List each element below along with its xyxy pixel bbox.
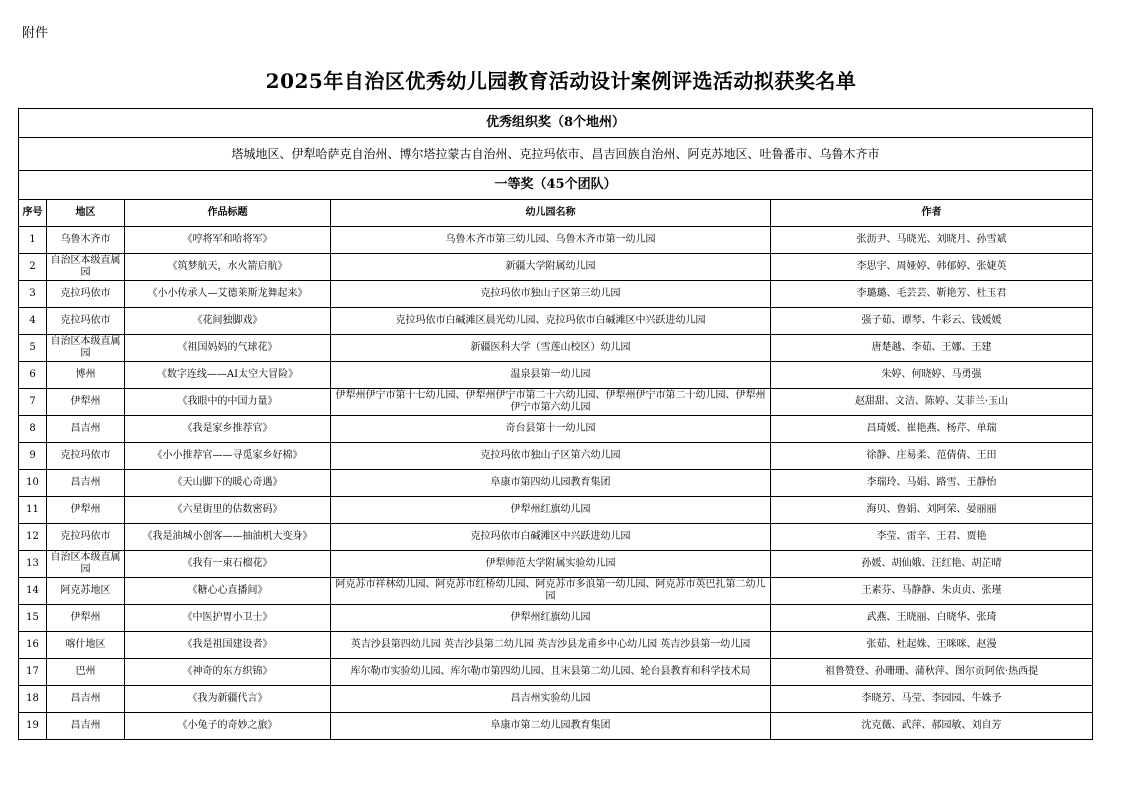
row-kindergarten: 克拉玛依市独山子区第三幼儿园: [331, 281, 771, 308]
row-region: 昌吉州: [47, 686, 125, 713]
row-kindergarten: 温泉县第一幼儿园: [331, 362, 771, 389]
row-no: 17: [19, 659, 47, 686]
column-header-title: 作品标题: [125, 200, 331, 227]
row-no: 18: [19, 686, 47, 713]
first-prize-heading: 一等奖（45个团队）: [19, 171, 1093, 200]
row-kindergarten: 克拉玛依市独山子区第六幼儿园: [331, 443, 771, 470]
row-title: 《糖心心直播间》: [125, 578, 331, 605]
row-title: 《我是油城小创客——抽油机大变身》: [125, 524, 331, 551]
column-header-authors: 作者: [771, 200, 1093, 227]
row-title: 《我眼中的中国力量》: [125, 389, 331, 416]
row-kindergarten: 新疆医科大学（雪莲山校区）幼儿园: [331, 335, 771, 362]
row-no: 19: [19, 713, 47, 740]
attachment-label: 附件: [22, 26, 49, 41]
table-row: [19, 443, 1093, 470]
row-kindergarten: 伊犁州红旗幼儿园: [331, 605, 771, 632]
row-title: 《花间独脚戏》: [125, 308, 331, 335]
row-kindergarten: 昌吉州实验幼儿园: [331, 686, 771, 713]
award-table: [18, 108, 1093, 740]
row-authors: 李思宇、周娅婷、韩郁婷、张婕英: [771, 254, 1093, 281]
row-authors: 强子茹、谭琴、牛彩云、钱媛媛: [771, 308, 1093, 335]
row-authors: 赵甜甜、文洁、陈婷、艾菲兰·玉山: [771, 389, 1093, 416]
row-region: 巴州: [47, 659, 125, 686]
row-kindergarten: 阜康市第二幼儿园教育集团: [331, 713, 771, 740]
row-title: 《筑梦航天，水火箭启航》: [125, 254, 331, 281]
table-row: [19, 551, 1093, 578]
row-title: 《神奇的东方织锦》: [125, 659, 331, 686]
row-authors: 沈克薇、武萍、郝园敏、刘自芳: [771, 713, 1093, 740]
row-no: 11: [19, 497, 47, 524]
row-title: 《我是家乡推荐官》: [125, 416, 331, 443]
row-no: 7: [19, 389, 47, 416]
row-no: 4: [19, 308, 47, 335]
row-region: 自治区本级直属园: [47, 254, 125, 281]
row-authors: 张茹、杜起姝、王咪咪、赵漫: [771, 632, 1093, 659]
row-no: 9: [19, 443, 47, 470]
row-title: 《小兔子的奇妙之旅》: [125, 713, 331, 740]
row-authors: 李莹、雷辛、王君、贾艳: [771, 524, 1093, 551]
table-row: [19, 632, 1093, 659]
row-no: 10: [19, 470, 47, 497]
first-prize-heading-row: [19, 171, 1093, 200]
row-region: 克拉玛依市: [47, 281, 125, 308]
column-header-kindergarten: 幼儿园名称: [331, 200, 771, 227]
table-row: [19, 686, 1093, 713]
row-region: 伊犁州: [47, 497, 125, 524]
organization-award-regions: 塔城地区、伊犁哈萨克自治州、博尔塔拉蒙古自治州、克拉玛依市、昌吉回族自治州、阿克苏地区、吐鲁番市、乌鲁木齐市: [19, 138, 1093, 171]
row-authors: 朱婷、何晓婷、马勇强: [771, 362, 1093, 389]
row-authors: 张沥尹、马晓光、刘晓月、孙雪斌: [771, 227, 1093, 254]
row-authors: 祖鲁赞登、孙珊珊、蒲秋萍、图尔贡阿依·热西提: [771, 659, 1093, 686]
row-no: 16: [19, 632, 47, 659]
row-no: 5: [19, 335, 47, 362]
table-row: [19, 362, 1093, 389]
row-no: 6: [19, 362, 47, 389]
row-authors: 海贝、鲁娟、刘阿荣、晏丽丽: [771, 497, 1093, 524]
row-authors: 李晓芳、马莹、李园园、牛姝予: [771, 686, 1093, 713]
table-row: [19, 659, 1093, 686]
row-region: 昌吉州: [47, 416, 125, 443]
row-no: 15: [19, 605, 47, 632]
row-kindergarten: 库尔勒市实验幼儿园、库尔勒市第四幼儿园、且末县第二幼儿园、轮台县教育和科学技术局: [331, 659, 771, 686]
row-kindergarten: 阿克苏市祥林幼儿园、阿克苏市红桥幼儿园、阿克苏市多浪第一幼儿园、阿克苏市英巴扎第二幼儿园: [331, 578, 771, 605]
row-authors: 武燕、王晓丽、白晓华、张琦: [771, 605, 1093, 632]
table-row: [19, 497, 1093, 524]
row-title: 《祖国妈妈的气球花》: [125, 335, 331, 362]
table-row: [19, 281, 1093, 308]
row-title: 《天山脚下的暖心奇遇》: [125, 470, 331, 497]
row-kindergarten: 克拉玛依市白碱滩区晨光幼儿园、克拉玛依市白碱滩区中兴跃进幼儿园: [331, 308, 771, 335]
organization-award-regions-row: [19, 138, 1093, 171]
row-region: 伊犁州: [47, 605, 125, 632]
row-kindergarten: 奇台县第十一幼儿园: [331, 416, 771, 443]
document-title: 2025年自治区优秀幼儿园教育活动设计案例评选活动拟获奖名单: [265, 69, 857, 93]
organization-award-heading: 优秀组织奖（8个地州）: [19, 109, 1093, 138]
row-region: 自治区本级直属园: [47, 551, 125, 578]
row-title: 《小小推荐官——寻觅家乡好棉》: [125, 443, 331, 470]
table-row: [19, 308, 1093, 335]
table-row: [19, 254, 1093, 281]
table-row: [19, 578, 1093, 605]
row-authors: 李瑞玲、马娟、路雪、王静怡: [771, 470, 1093, 497]
row-kindergarten: 新疆大学附属幼儿园: [331, 254, 771, 281]
row-title: 《我有一束石榴花》: [125, 551, 331, 578]
table-row: [19, 524, 1093, 551]
column-header-region: 地区: [47, 200, 125, 227]
row-title: 《六星街里的估数密码》: [125, 497, 331, 524]
row-region: 克拉玛依市: [47, 443, 125, 470]
column-header-row: [19, 200, 1093, 227]
table-row: [19, 416, 1093, 443]
row-region: 昌吉州: [47, 713, 125, 740]
row-no: 3: [19, 281, 47, 308]
table-row: [19, 470, 1093, 497]
row-no: 1: [19, 227, 47, 254]
table-row: [19, 713, 1093, 740]
row-title: 《小小传承人—艾德莱斯龙舞起来》: [125, 281, 331, 308]
table-row: [19, 227, 1093, 254]
row-kindergarten: 伊犁师范大学附属实验幼儿园: [331, 551, 771, 578]
row-region: 克拉玛依市: [47, 524, 125, 551]
row-title: 《数字连线——AI太空大冒险》: [125, 362, 331, 389]
row-region: 伊犁州: [47, 389, 125, 416]
row-authors: 昌琦媛、崔艳燕、杨芹、单瑞: [771, 416, 1093, 443]
row-no: 8: [19, 416, 47, 443]
row-title: 《哼将军和哈将军》: [125, 227, 331, 254]
row-kindergarten: 英吉沙县第四幼儿园 英吉沙县第二幼儿园 英吉沙县龙甫乡中心幼儿园 英吉沙县第一幼儿园: [331, 632, 771, 659]
row-authors: 李璐璐、毛芸芸、靳艳芳、杜玉君: [771, 281, 1093, 308]
table-row: [19, 389, 1093, 416]
row-authors: 王素芬、马静静、朱贞贞、张瑾: [771, 578, 1093, 605]
row-authors: 唐楚越、李茹、王娜、王建: [771, 335, 1093, 362]
row-kindergarten: 伊犁州红旗幼儿园: [331, 497, 771, 524]
organization-award-heading-row: [19, 109, 1093, 138]
row-region: 喀什地区: [47, 632, 125, 659]
row-kindergarten: 伊犁州伊宁市第十七幼儿园、伊犁州伊宁市第二十六幼儿园、伊犁州伊宁市第二十幼儿园、伊犁州伊宁市第六幼儿园: [331, 389, 771, 416]
row-kindergarten: 乌鲁木齐市第三幼儿园、乌鲁木齐市第一幼儿园: [331, 227, 771, 254]
row-kindergarten: 阜康市第四幼儿园教育集团: [331, 470, 771, 497]
row-no: 12: [19, 524, 47, 551]
row-authors: 徐静、庄易柔、范倩倩、王田: [771, 443, 1093, 470]
row-region: 昌吉州: [47, 470, 125, 497]
row-title: 《中医护胃小卫士》: [125, 605, 331, 632]
row-no: 14: [19, 578, 47, 605]
row-title: 《我是祖国建设者》: [125, 632, 331, 659]
row-authors: 孙媛、胡仙娥、汪红艳、胡芷晴: [771, 551, 1093, 578]
row-title: 《我为新疆代言》: [125, 686, 331, 713]
table-row: [19, 335, 1093, 362]
row-region: 阿克苏地区: [47, 578, 125, 605]
row-region: 乌鲁木齐市: [47, 227, 125, 254]
table-row: [19, 605, 1093, 632]
row-region: 博州: [47, 362, 125, 389]
row-region: 克拉玛依市: [47, 308, 125, 335]
row-kindergarten: 克拉玛依市白碱滩区中兴跃进幼儿园: [331, 524, 771, 551]
row-region: 自治区本级直属园: [47, 335, 125, 362]
row-no: 13: [19, 551, 47, 578]
row-no: 2: [19, 254, 47, 281]
column-header-no: 序号: [19, 200, 47, 227]
